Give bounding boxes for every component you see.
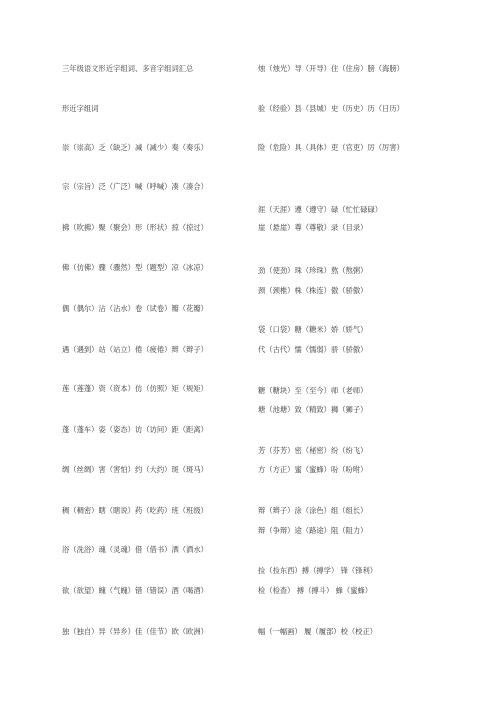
word-line: 独（独自）异（异乡）佳（佳节）欧（欧洲）	[62, 627, 208, 636]
word-line: 遇（遇到）站（站立）倦（疲倦）辫（辫子）	[62, 345, 208, 354]
word-line: 莲（莲蓬）资（资本）仿（仿照）矩（规矩）	[62, 384, 208, 393]
word-line: 劲（使劲）珠（珍珠）熬（熬粥）	[258, 266, 368, 275]
document-title: 三年级语文形近字组词、多音字组词汇总	[62, 64, 194, 73]
word-line: 辩（争辩）途（路途）阻（阻力）	[258, 526, 368, 535]
word-line: 稠（稠密）瞎（瞎说）药（吃药）班（班级）	[62, 506, 208, 515]
word-line: 方（方正）蜜（蜜蜂）吩（吩咐）	[258, 465, 368, 474]
word-line: 欲（欲望）魄（气魄）错（错误）酒（喝酒）	[62, 586, 208, 595]
word-line: 宗（宗旨）泛（广泛）喊（呼喊）凑（凑合）	[62, 182, 208, 191]
word-line: 偶（偶尔）沾（沾水）卷（试卷）瓣（花瓣）	[62, 304, 208, 313]
word-line: 涯（天涯）遵（遵守）碌（忙忙碌碌）	[258, 205, 383, 214]
word-line: 烛（烛光）导（开导）住（住房）膀（海膀）	[258, 64, 404, 73]
word-line: 验（经验）县（县城）史（历史）历（日历）	[258, 104, 404, 113]
word-line: 糖（糖块）至（至今）师（老师）	[258, 386, 368, 395]
word-line: 险（危险）具（具体）吏（官吏）厉（厉害）	[258, 143, 404, 152]
word-line: 幅（一幅画） 履（履部）校（校正）	[258, 627, 378, 636]
word-line: 辩（辫子）涂（涂色）组（组长）	[258, 506, 368, 515]
word-line: 检（检查） 搏（搏斗） 蜂（蜜蜂）	[258, 586, 373, 595]
section-heading: 形近字组词	[62, 104, 99, 113]
word-line: 袋（口袋）糖（糖米）娇（娇气）	[258, 325, 368, 334]
word-line: 颈（颈椎）株（株连）傲（骄傲）	[258, 286, 368, 295]
word-line: 代（古代）懦（懦弱）骄（骄傲）	[258, 345, 368, 354]
word-line: 崖（悬崖）尊（尊敬）录（目录）	[258, 223, 368, 232]
word-line: 绸（丝绸）害（害怕）约（大约）斑（斑马）	[62, 465, 208, 474]
word-line: 拂（吹拂）聚（聚会）形（形状）掠（掠过）	[62, 223, 208, 232]
word-line: 浴（洗浴）魂（灵魂）借（借书）洒（洒水）	[62, 545, 208, 554]
word-line: 崇（崇高）乏（缺乏）减（减少）奏（奏乐）	[62, 143, 208, 152]
word-line: 佛（仿佛）骤（骤然）型（题型）凉（冰凉）	[62, 263, 208, 272]
word-line: 捡（捡东西）搏（搏学） 锋（锋利）	[258, 566, 378, 575]
word-line: 蓬（蓬车）姿（姿态）访（访问）距（距离）	[62, 425, 208, 434]
word-line: 芳（芬芳）密（秘密）纷（纷飞）	[258, 446, 368, 455]
word-line: 塘（池塘）致（精致）狮（狮子）	[258, 405, 368, 414]
